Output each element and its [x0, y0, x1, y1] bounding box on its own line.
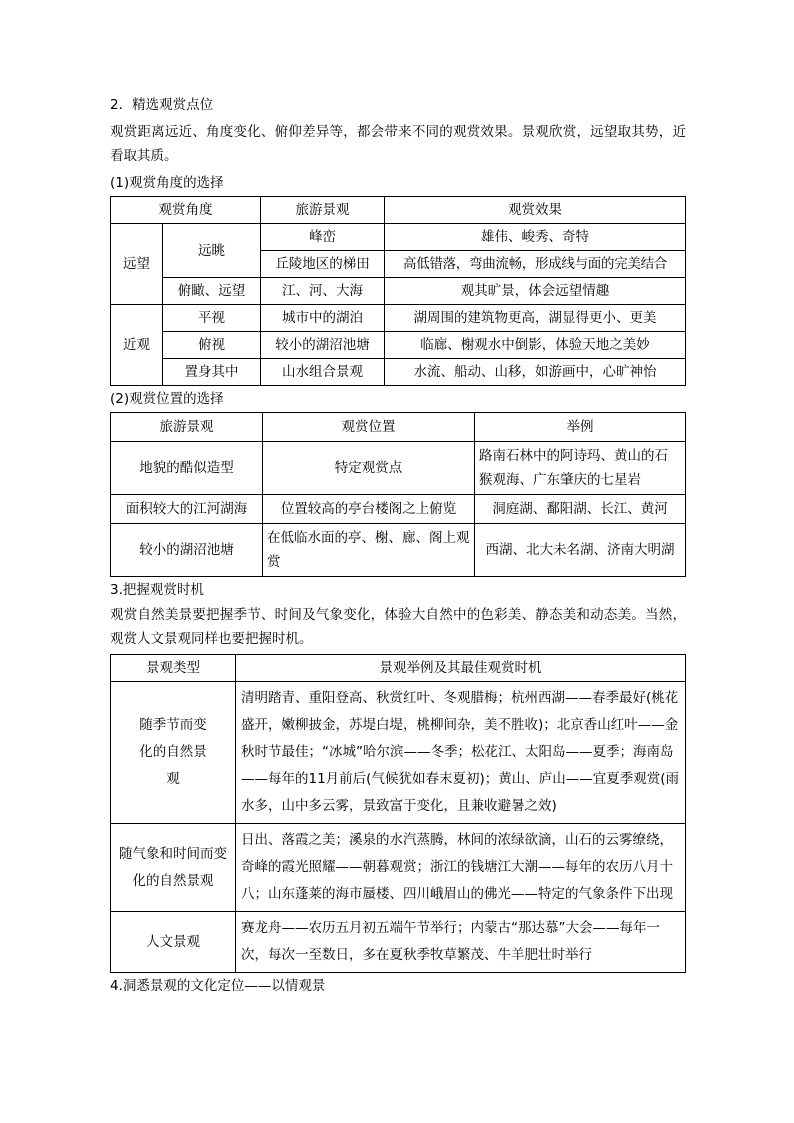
table-header-cell: 景观举例及其最佳观赏时机 [236, 655, 686, 682]
table-cell: 高低错落，弯曲流畅，形成线与面的完美结合 [385, 251, 686, 278]
section-heading-3: 3.把握观赏时机 [110, 582, 204, 598]
table-row [111, 278, 686, 305]
table-header-cell: 景观类型 [111, 655, 236, 682]
table-cell: 洞庭湖、鄱阳湖、长江、黄河 [475, 495, 686, 524]
table-cell: 人文景观 [111, 912, 236, 973]
paragraph-3: 观赏自然美景要把握季节、时间及气象变化，体验大自然中的色彩美、静态美和动态美。当然，观赏人文景观同样也要把握时机。 [110, 607, 686, 647]
table-header-cell: 旅游景观 [261, 197, 385, 224]
table-row [111, 824, 686, 912]
subheading-angle: (1)观赏角度的选择 [110, 175, 224, 191]
table-cell: 随气象和时间而变化的自然景观 [111, 824, 236, 912]
group-cell: 远望 [111, 224, 163, 305]
table-cell: 置身其中 [163, 359, 261, 386]
table-cell: 较小的湖沼池塘 [111, 524, 263, 577]
table-cell: 清明踏青、重阳登高、秋赏红叶、冬观腊梅；杭州西湖——春季最好(桃花盛开，嫩柳披金，苏堤白堤，桃柳间杂，美不胜收)；北京香山红叶——金秋时节最佳；“冰城”哈尔滨——冬季；松花江、太阳岛——夏季；海南岛——每年的11月前后(气候犹如春末夏初)；黄山、庐山——宜夏季观赏(雨水多，山中多云雾，景致富于变化，且兼收避暑之效) [236, 682, 686, 824]
section-heading-4: 4.洞悉景观的文化定位——以情观景 [110, 978, 326, 994]
table-cell: 较小的湖沼池塘 [261, 332, 385, 359]
table-cell: 位置较高的亭台楼阁之上俯览 [263, 495, 475, 524]
table-header-cell: 观赏效果 [385, 197, 686, 224]
table-header-cell: 观赏角度 [111, 197, 261, 224]
table-cell: 远眺 [163, 224, 261, 278]
table-cell: 山水组合景观 [261, 359, 385, 386]
table-row [111, 359, 686, 386]
section-heading-2: 2．精选观赏点位 [110, 97, 214, 113]
page-content [110, 92, 686, 999]
table-cell: 赛龙舟——农历五月初五端午节举行；内蒙古“那达慕”大会——每年一次，每次一至数日，多在夏秋季牧草繁茂、牛羊肥壮时举行 [236, 912, 686, 973]
table-cell: 日出、落霞之美；溪泉的水汽蒸腾，林间的浓绿欲滴，山石的云雾缭绕，奇峰的霞光照耀——朝暮观赏；浙江的钱塘江大潮——每年的农历八月十八；山东蓬莱的海市蜃楼、四川峨眉山的佛光——特定的气象条件下出现 [236, 824, 686, 912]
table-header-cell: 旅游景观 [111, 413, 263, 442]
viewing-position-table [110, 412, 686, 577]
viewing-angle-table [110, 196, 686, 386]
subheading-position: (2)观赏位置的选择 [110, 391, 224, 407]
table-cell: 西湖、北大未名湖、济南大明湖 [475, 524, 686, 577]
table-cell: 峰峦 [261, 224, 385, 251]
table-cell: 临廊、榭观水中倒影，体验天地之美妙 [385, 332, 686, 359]
table-row [111, 682, 686, 824]
table-header-row [111, 655, 686, 682]
viewing-timing-table [110, 654, 686, 973]
table-cell: 丘陵地区的梯田 [261, 251, 385, 278]
table-cell: 路南石林中的阿诗玛、黄山的石猴观海、广东肇庆的七星岩 [475, 442, 686, 495]
table-cell: 俯瞰、远望 [163, 278, 261, 305]
table-row [111, 305, 686, 332]
group-cell: 近观 [111, 305, 163, 386]
table-cell: 水流、船动、山移，如游画中，心旷神怡 [385, 359, 686, 386]
table-cell: 在低临水面的亭、榭、廊、阁上观赏 [263, 524, 475, 577]
table-cell: 随季节而变化的自然景观 [111, 682, 236, 824]
paragraph-2: 观赏距离远近、角度变化、俯仰差异等，都会带来不同的观赏效果。景观欣赏，远望取其势，近看取其质。 [110, 124, 686, 164]
table-cell: 城市中的湖泊 [261, 305, 385, 332]
table-header-cell: 举例 [475, 413, 686, 442]
table-cell: 俯视 [163, 332, 261, 359]
table-cell: 观其旷景，体会远望情趣 [385, 278, 686, 305]
table-row [111, 224, 686, 251]
table-header-cell: 观赏位置 [263, 413, 475, 442]
table-header-row [111, 197, 686, 224]
table-cell: 面积较大的江河湖海 [111, 495, 263, 524]
table-row [111, 332, 686, 359]
table-row [111, 442, 686, 495]
table-row [111, 495, 686, 524]
table-header-row [111, 413, 686, 442]
table-row [111, 524, 686, 577]
table-cell: 雄伟、峻秀、奇特 [385, 224, 686, 251]
table-cell: 地貌的酷似造型 [111, 442, 263, 495]
table-cell: 特定观赏点 [263, 442, 475, 495]
table-row [111, 912, 686, 973]
table-cell: 平视 [163, 305, 261, 332]
table-cell: 江、河、大海 [261, 278, 385, 305]
table-cell: 湖周围的建筑物更高，湖显得更小、更美 [385, 305, 686, 332]
